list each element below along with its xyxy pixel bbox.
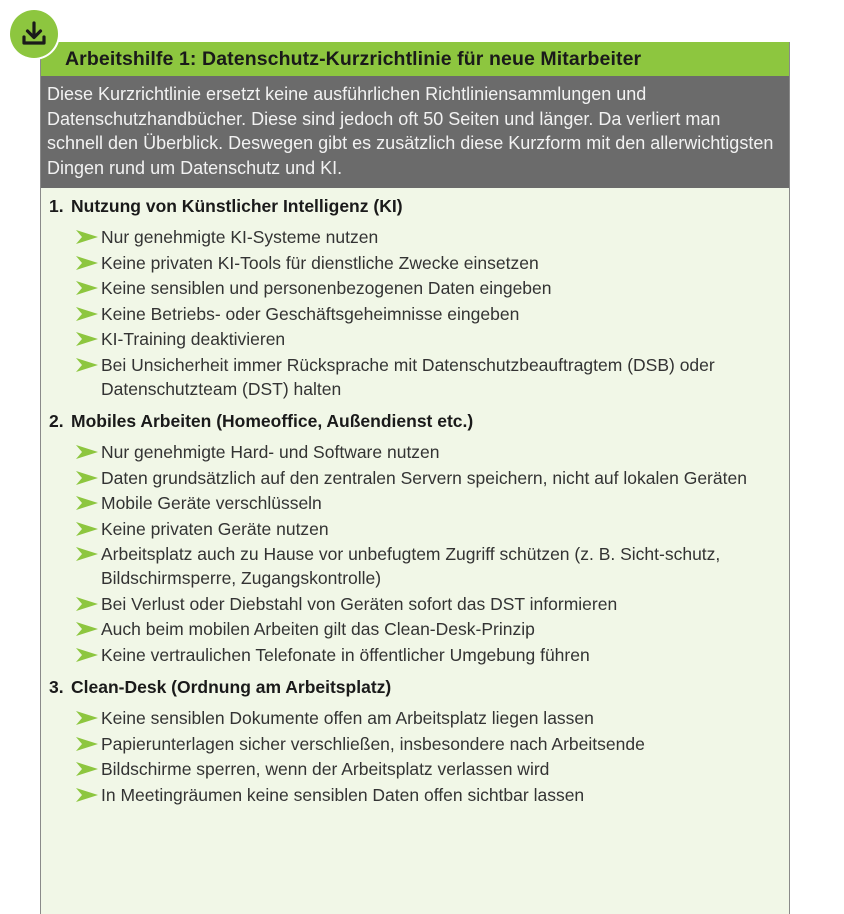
list-item-text: Mobile Geräte verschlüsseln bbox=[101, 493, 322, 513]
guideline-box bbox=[40, 42, 790, 914]
list-item-text: Arbeitsplatz auch zu Hause vor unbefugtem Zugriff schützen (z. B. Sicht-schutz, Bildschirmsperre, Zugangskontrolle) bbox=[101, 544, 721, 588]
section bbox=[41, 675, 789, 812]
section-number: 3. bbox=[49, 677, 64, 697]
bullet-list bbox=[41, 706, 789, 812]
list-item-text: Keine Betriebs- oder Geschäftsgeheimnisse eingeben bbox=[101, 303, 520, 324]
arrow-right-icon bbox=[75, 471, 99, 485]
list-item bbox=[41, 466, 789, 490]
arrow-right-icon bbox=[75, 737, 99, 751]
list-item-text: Keine vertraulichen Telefonate in öffentlicher Umgebung führen bbox=[101, 644, 590, 665]
section-heading-text: Nutzung von Künstlicher Intelligenz (KI) bbox=[71, 196, 403, 216]
list-item-text: Keine privaten Geräte nutzen bbox=[101, 518, 329, 539]
arrow-right-icon bbox=[75, 230, 99, 244]
arrow-right-icon bbox=[75, 547, 99, 561]
list-item-text: Bei Unsicherheit immer Rücksprache mit Datenschutzbeauftragtem (DSB) oder Datenschutzteam (DST) halten bbox=[101, 354, 715, 399]
list-item bbox=[41, 617, 789, 641]
section-heading-text: Mobiles Arbeiten (Homeoffice, Außendienst etc.) bbox=[71, 411, 474, 431]
arrow-right-icon bbox=[75, 358, 99, 372]
section-heading bbox=[41, 194, 789, 218]
arrow-right-icon bbox=[75, 281, 99, 295]
section-heading-text: Clean-Desk (Ordnung am Arbeitsplatz) bbox=[71, 677, 392, 697]
list-item bbox=[41, 353, 789, 401]
list-item-text: Daten grundsätzlich auf den zentralen Servern speichern, nicht auf lokalen Geräten bbox=[101, 467, 747, 488]
list-item bbox=[41, 542, 789, 590]
list-item bbox=[41, 643, 789, 667]
section-number: 1. bbox=[49, 196, 64, 216]
arrow-right-icon bbox=[75, 307, 99, 321]
intro-text: Diese Kurzrichtlinie ersetzt keine ausführlichen Richtliniensammlungen und Datenschutzhandbücher. Diese sind jedoch oft 50 Seiten und länger. Da verliert man schnell den Überblick. Deswegen gibt es zusätzlich diese Kurzform mit den allerwichtigsten Dingen rund um Datenschutz und KI. bbox=[41, 76, 789, 188]
list-item-text: Bildschirme sperren, wenn der Arbeitsplatz verlassen wird bbox=[101, 759, 550, 779]
arrow-right-icon bbox=[75, 762, 99, 776]
arrow-right-icon bbox=[75, 256, 99, 270]
bullet-list bbox=[41, 440, 789, 672]
list-item bbox=[41, 783, 789, 807]
list-item bbox=[41, 440, 789, 464]
guideline-title: Arbeitshilfe 1: Datenschutz-Kurzrichtlinie für neue Mitarbeiter bbox=[41, 42, 789, 76]
section-heading bbox=[41, 409, 789, 433]
download-icon bbox=[19, 19, 49, 49]
list-item bbox=[41, 592, 789, 616]
list-item bbox=[41, 276, 789, 300]
list-item bbox=[41, 517, 789, 541]
arrow-right-icon bbox=[75, 496, 99, 510]
section bbox=[41, 409, 789, 672]
list-item-text: Bei Verlust oder Diebstahl von Geräten sofort das DST informieren bbox=[101, 593, 618, 614]
sections-container bbox=[41, 188, 789, 812]
list-item-text: Nur genehmigte KI-Systeme nutzen bbox=[101, 227, 379, 247]
list-item-text: Auch beim mobilen Arbeiten gilt das Clean-Desk-Prinzip bbox=[101, 619, 535, 639]
list-item-text: Papierunterlagen sicher verschließen, insbesondere nach Arbeitsende bbox=[101, 733, 645, 754]
section bbox=[41, 194, 789, 406]
list-item-text: Keine sensiblen und personenbezogenen Daten eingeben bbox=[101, 278, 552, 298]
list-item bbox=[41, 225, 789, 249]
arrow-right-icon bbox=[75, 648, 99, 662]
download-badge bbox=[10, 10, 58, 58]
list-item-text: KI-Training deaktivieren bbox=[101, 329, 286, 349]
arrow-right-icon bbox=[75, 788, 99, 802]
arrow-right-icon bbox=[75, 597, 99, 611]
list-item bbox=[41, 732, 789, 756]
list-item bbox=[41, 757, 789, 781]
list-item bbox=[41, 706, 789, 730]
arrow-right-icon bbox=[75, 522, 99, 536]
list-item-text: In Meetingräumen keine sensiblen Daten offen sichtbar lassen bbox=[101, 784, 585, 805]
list-item-text: Nur genehmigte Hard- und Software nutzen bbox=[101, 442, 440, 462]
arrow-right-icon bbox=[75, 445, 99, 459]
arrow-right-icon bbox=[75, 622, 99, 636]
list-item-text: Keine sensiblen Dokumente offen am Arbeitsplatz liegen lassen bbox=[101, 708, 594, 728]
list-item-text: Keine privaten KI-Tools für dienstliche Zwecke einsetzen bbox=[101, 252, 539, 273]
list-item bbox=[41, 491, 789, 515]
section-number: 2. bbox=[49, 411, 64, 431]
list-item bbox=[41, 251, 789, 275]
arrow-right-icon bbox=[75, 711, 99, 725]
list-item bbox=[41, 327, 789, 351]
list-item bbox=[41, 302, 789, 326]
bullet-list bbox=[41, 225, 789, 406]
arrow-right-icon bbox=[75, 332, 99, 346]
section-heading bbox=[41, 675, 789, 699]
